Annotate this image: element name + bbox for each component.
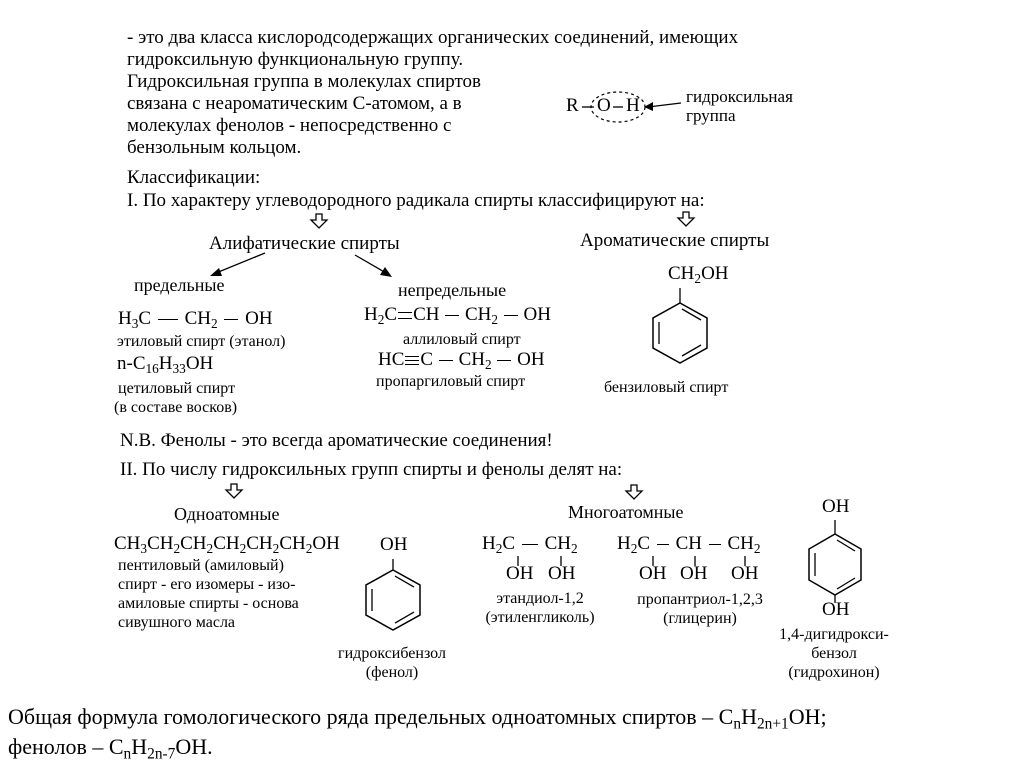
- intro-paragraph-line-2: связана с неароматическим С-атомом, а в: [127, 93, 462, 114]
- hydroquinone-oh-top: OH: [822, 496, 850, 517]
- classification-criterion-1: I. По характеру углеводородного радикала спирты классифицируют на:: [127, 190, 705, 211]
- saturated-label: предельные: [134, 275, 225, 295]
- glycerol-name-1: пропантриол-1,2,3: [637, 591, 763, 608]
- glycol-oh-2: OH: [548, 563, 576, 584]
- hydroquinone-name-3: (гидрохинон): [788, 664, 880, 681]
- cetyl-formula: $n-C_{16}H_{33}OH$: [117, 353, 214, 376]
- cetyl-name-1: цетиловый спирт: [118, 380, 236, 397]
- polyhydric-label: Многоатомные: [568, 502, 684, 522]
- aliphatic-alcohols: Алифатические спирты: [209, 233, 400, 254]
- pentyl-desc-3: амиловые спирты - основа: [118, 595, 299, 612]
- hydroxyl-r: R: [566, 95, 579, 116]
- intro-line-2: гидроксильную функциональную группу.: [127, 49, 464, 70]
- glycerol-oh-2: OH: [680, 563, 708, 584]
- allyl-name: аллиловый спирт: [403, 331, 521, 348]
- hydroquinone-oh-bottom: OH: [822, 599, 850, 620]
- glycol-oh-1: OH: [506, 563, 534, 584]
- ethanol-name: этиловый спирт (этанол): [117, 333, 286, 350]
- monohydric-label: Одноатомные: [174, 504, 280, 524]
- phenol-note: N.B. Фенолы - это всегда ароматические соединения!: [120, 430, 553, 451]
- pentyl-desc-2: спирт - его изомеры - изо-: [118, 576, 296, 593]
- propargyl-formula: HC C $CH_2$ OH: [378, 349, 545, 372]
- glycerol-oh-1: OH: [639, 563, 667, 584]
- classification-title: Классификации:: [127, 167, 261, 188]
- general-formula-line-2: фенолов – $C_nH_{2n-7}OH$.: [8, 734, 213, 763]
- pentyl-desc-1: пентиловый (амиловый): [118, 557, 284, 574]
- intro-paragraph-line-4: бензольным кольцом.: [127, 137, 302, 158]
- intro-line-1: - это два класса кислородсодержащих органических соединений, имеющих: [127, 27, 739, 48]
- pentyl-formula: $CH_3CH_2CH_2CH_2CH_2CH_2OH$: [114, 533, 340, 556]
- glycol-name-2: (этиленгликоль): [485, 609, 595, 626]
- hydroxyl-h: H: [626, 95, 640, 116]
- propargyl-name: пропаргиловый спирт: [376, 373, 526, 390]
- phenol-name-2: (фенол): [365, 664, 419, 681]
- benzyl-name: бензиловый спирт: [604, 379, 729, 396]
- general-formula-line-1: Общая формула гомологического ряда предельных одноатомных спиртов – $C_nH_{2n+1}OH$;: [8, 704, 827, 733]
- phenol-name-1: гидроксибензол: [338, 645, 446, 662]
- intro-paragraph-line-3: молекулах фенолов - непосредственно с: [127, 115, 452, 136]
- hydroxyl-label-2: группа: [686, 106, 736, 125]
- cetyl-name-2: (в составе восков): [114, 399, 238, 416]
- hydroquinone-name-1: 1,4-дигидрокси-: [779, 626, 889, 643]
- benzyl-formula: $CH_2OH$: [668, 263, 729, 286]
- classification-criterion-2: II. По числу гидроксильных групп спирты и фенолы делят на:: [120, 459, 623, 480]
- phenol-oh: OH: [380, 534, 408, 555]
- hydroxyl-label-1: гидроксильная: [686, 87, 793, 106]
- hydroxyl-o: O: [597, 95, 611, 116]
- pentyl-desc-4: сивушного масла: [118, 614, 236, 631]
- glycol-formula: $H_2C$ $CH_2$: [482, 533, 578, 556]
- allyl-formula: $H_2C$ CH $CH_2$ OH: [364, 304, 551, 327]
- glycerol-oh-3: OH: [731, 563, 759, 584]
- ethanol-formula: $H_3C$ $CH_2$ OH: [118, 308, 273, 331]
- glycol-name-1: этандиол-1,2: [496, 590, 584, 607]
- glycerol-formula: $H_2C$ CH $CH_2$: [617, 533, 761, 556]
- glycerol-name-2: (глицерин): [663, 610, 737, 627]
- unsaturated-label: непредельные: [398, 280, 507, 300]
- aromatic-alcohols: Ароматические спирты: [580, 230, 770, 251]
- intro-paragraph-line-1: Гидроксильная группа в молекулах спиртов: [127, 71, 481, 92]
- hydroquinone-name-2: бензол: [811, 645, 857, 662]
